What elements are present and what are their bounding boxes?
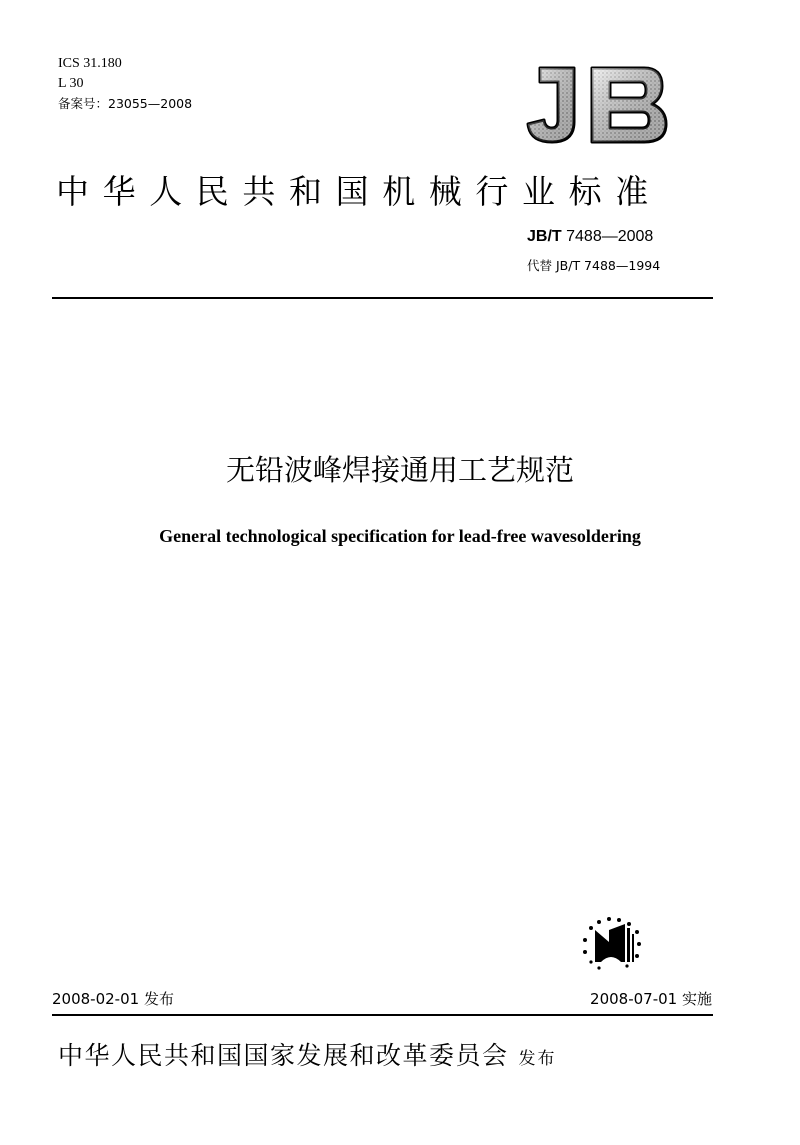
issuing-authority [58, 1036, 557, 1072]
standard-number-prefix: JB/T [527, 228, 562, 245]
publisher-logo [577, 914, 647, 974]
header-divider [52, 297, 713, 299]
implementation-date: 2008-07-01 实施 [590, 990, 712, 1008]
ics-code: ICS 31.180 [58, 56, 122, 71]
document-title-cn: 无铅波峰焊接通用工艺规范 [225, 453, 574, 487]
document-title-en: General technological specification for lead-free wavesoldering [159, 526, 641, 546]
issuer-suffix: 发布 [518, 1049, 557, 1069]
footer-divider [52, 1014, 713, 1016]
replaces-standard: 代替 JB/T 7488—1994 [527, 258, 661, 273]
standard-number [527, 228, 653, 246]
issue-date: 2008-02-01 发布 [52, 990, 174, 1008]
filing-number: 备案号：23055—2008 [58, 96, 193, 111]
jb-logo [522, 64, 672, 146]
industry-standard-title: 中华人民共和国机械行业标准 [56, 172, 662, 211]
standard-number-rest: 7488—2008 [561, 228, 654, 245]
classification-code: L 30 [58, 76, 84, 91]
issuer-name: 中华人民共和国国家发展和改革委员会 [58, 1041, 509, 1070]
